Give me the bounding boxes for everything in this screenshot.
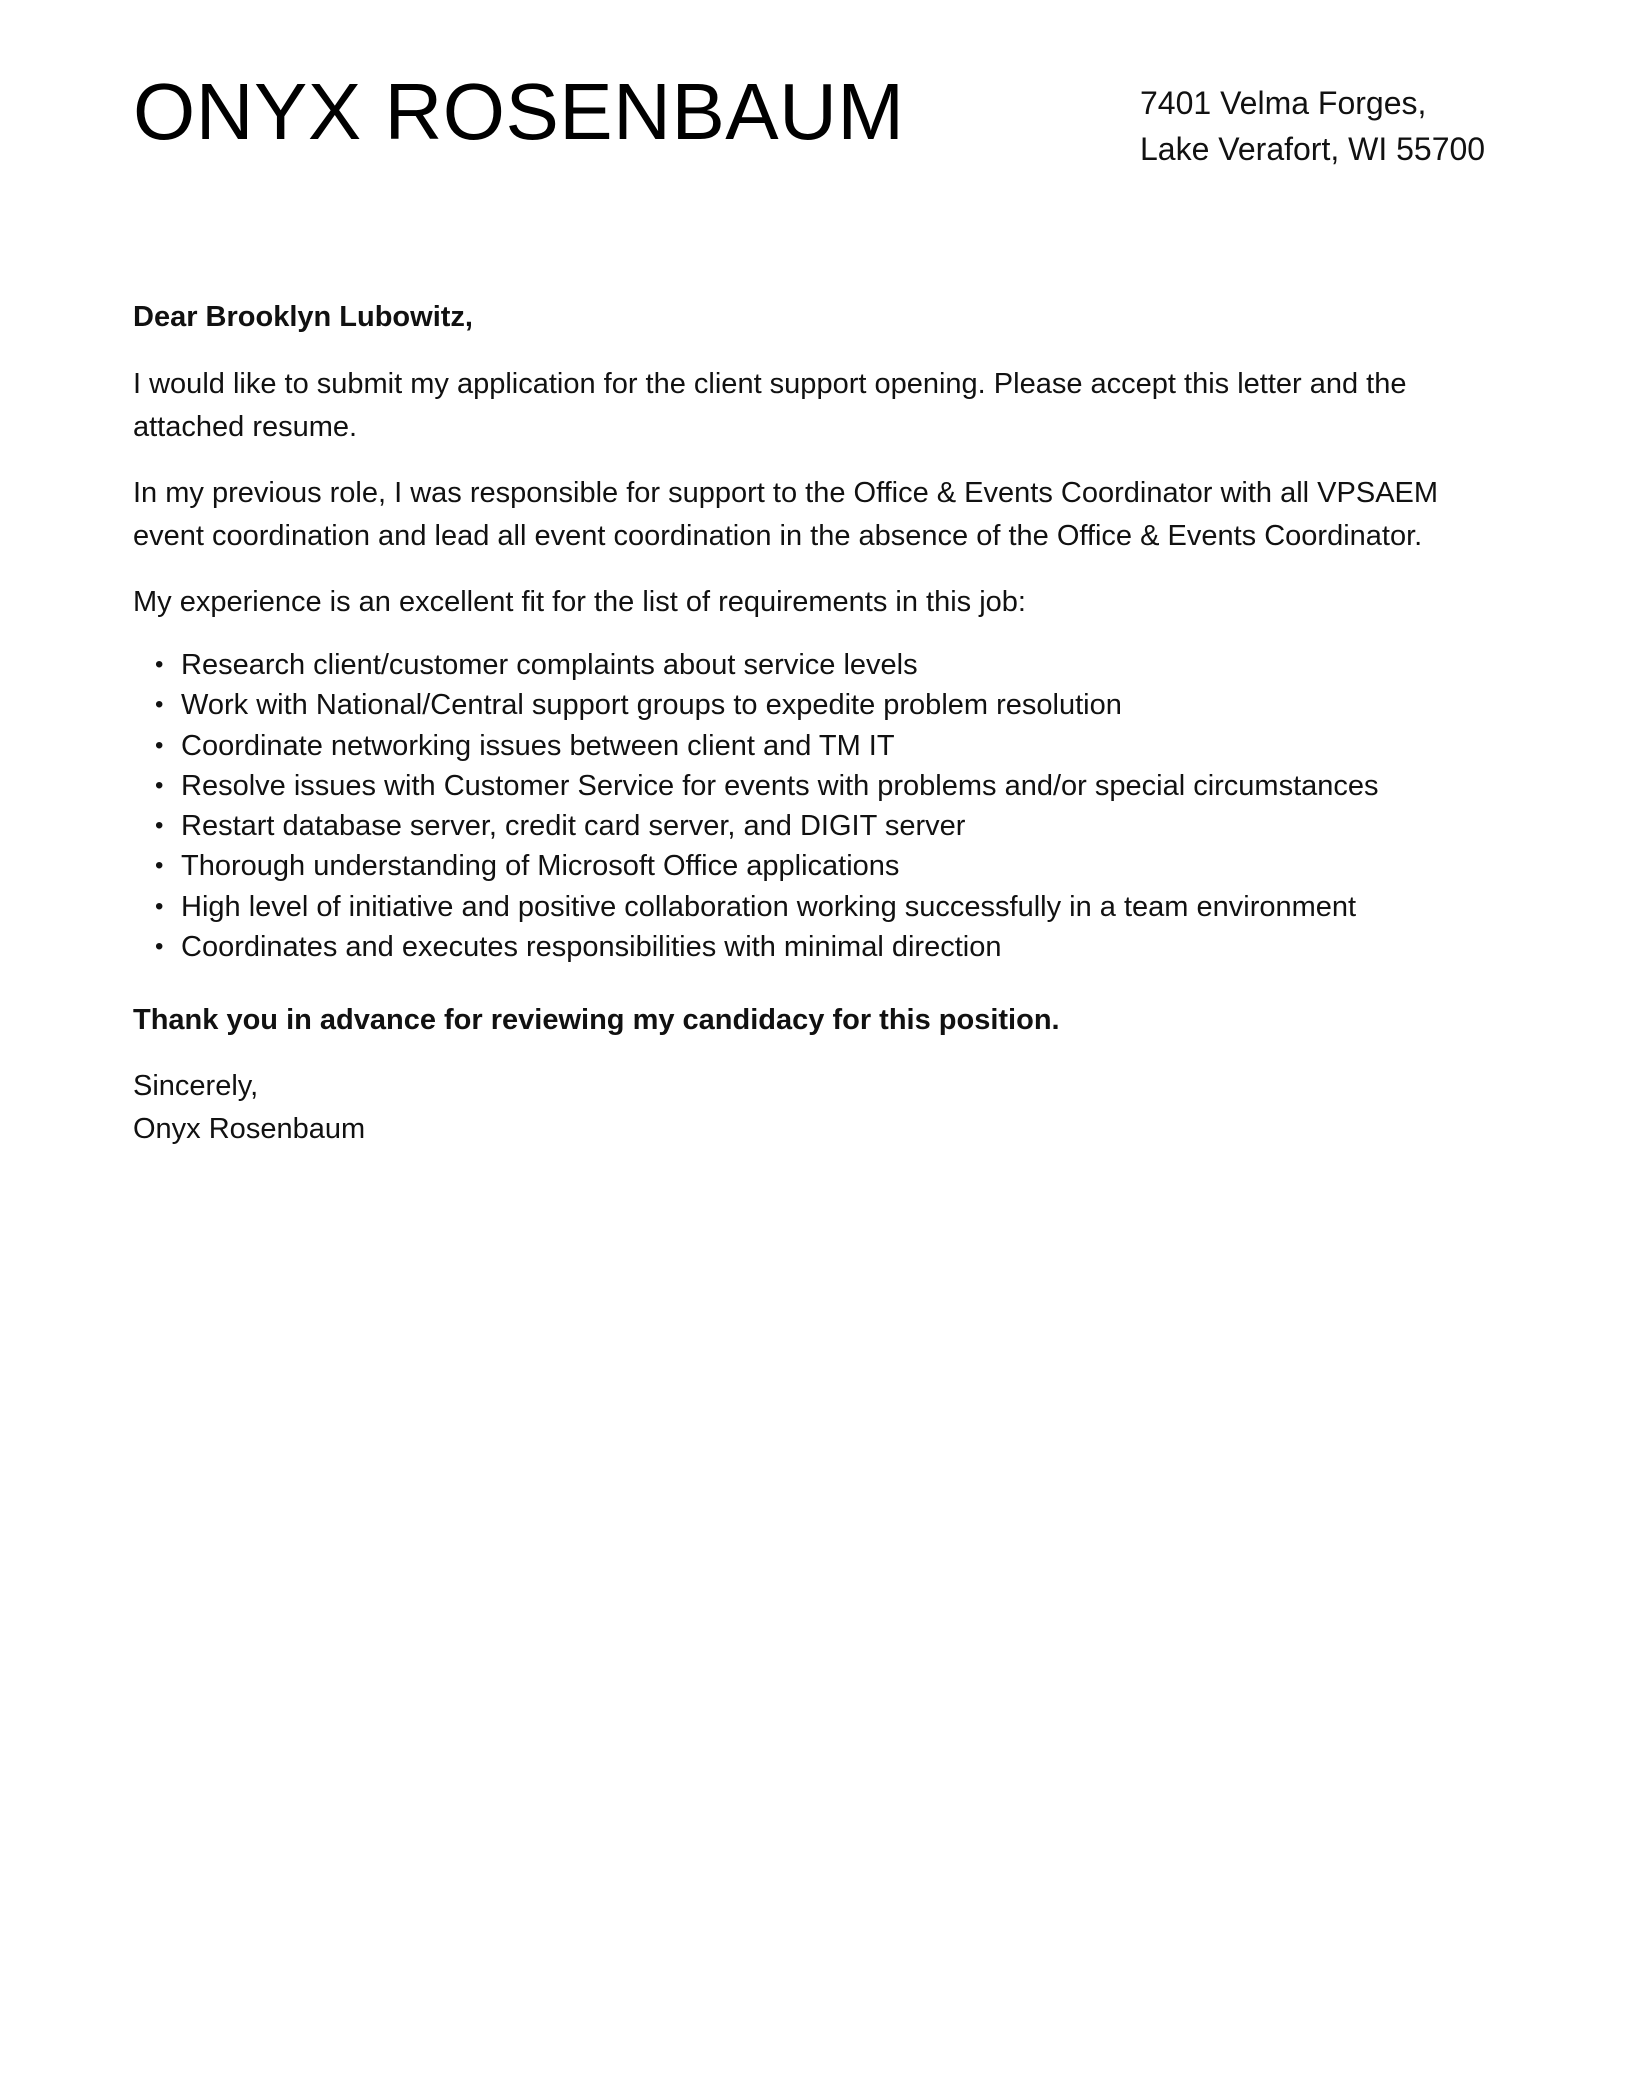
bullet-icon: • <box>155 933 164 961</box>
list-item-text: High level of initiative and positive collaboration working successfully in a team environment <box>181 890 1357 923</box>
list-item-text: Thorough understanding of Microsoft Office applications <box>181 850 900 883</box>
address-line-2: Lake Verafort, WI 55700 <box>1140 131 1486 167</box>
bullet-icon: • <box>155 731 164 759</box>
applicant-address <box>1140 80 1485 172</box>
list-item-text: Work with National/Central support groups to expedite problem resolution <box>181 689 1122 722</box>
bullet-icon: • <box>155 771 164 799</box>
bullet-icon: • <box>155 852 164 880</box>
intro-paragraph: I would like to submit my application for the client support opening. Please accept this letter and the attached resume. <box>133 368 1407 443</box>
salutation: Dear Brooklyn Lubowitz, <box>133 301 473 333</box>
letter-body <box>133 296 1513 1151</box>
applicant-name: ONYX ROSENBAUM <box>133 67 905 156</box>
list-item <box>133 846 1513 886</box>
list-item-text: Research client/customer complaints about service levels <box>181 649 918 681</box>
list-item <box>133 927 1513 967</box>
list-item-text: Coordinates and executes responsibilities with minimal direction <box>181 931 1002 964</box>
bullet-icon: • <box>155 691 164 719</box>
closing: Sincerely, <box>133 1070 259 1103</box>
list-item <box>133 887 1513 927</box>
experience-paragraph: In my previous role, I was responsible for support to the Office & Events Coordinator with all VPSAEM event coordination and lead all event coordination in the absence of the Office & Events Coordinator. <box>133 477 1439 552</box>
bullet-icon: • <box>155 812 164 840</box>
list-item-text: Restart database server, credit card server, and DIGIT server <box>181 810 966 843</box>
signature-name: Onyx Rosenbaum <box>133 1113 366 1146</box>
list-item-text: Coordinate networking issues between client and TM IT <box>181 729 895 762</box>
list-item <box>133 726 1513 766</box>
requirements-intro: My experience is an excellent fit for the list of requirements in this job: <box>133 586 1026 618</box>
bullet-icon: • <box>155 651 164 678</box>
thank-you-line: Thank you in advance for reviewing my candidacy for this position. <box>133 1004 1060 1037</box>
list-item <box>133 806 1513 846</box>
list-item <box>133 645 1513 685</box>
list-item-text: Resolve issues with Customer Service for events with problems and/or special circumstances <box>181 769 1379 802</box>
list-item <box>133 766 1513 806</box>
address-line-1: 7401 Velma Forges, <box>1140 85 1427 121</box>
list-item <box>133 685 1513 725</box>
bullet-icon: • <box>155 892 164 920</box>
requirements-list <box>133 645 1513 967</box>
